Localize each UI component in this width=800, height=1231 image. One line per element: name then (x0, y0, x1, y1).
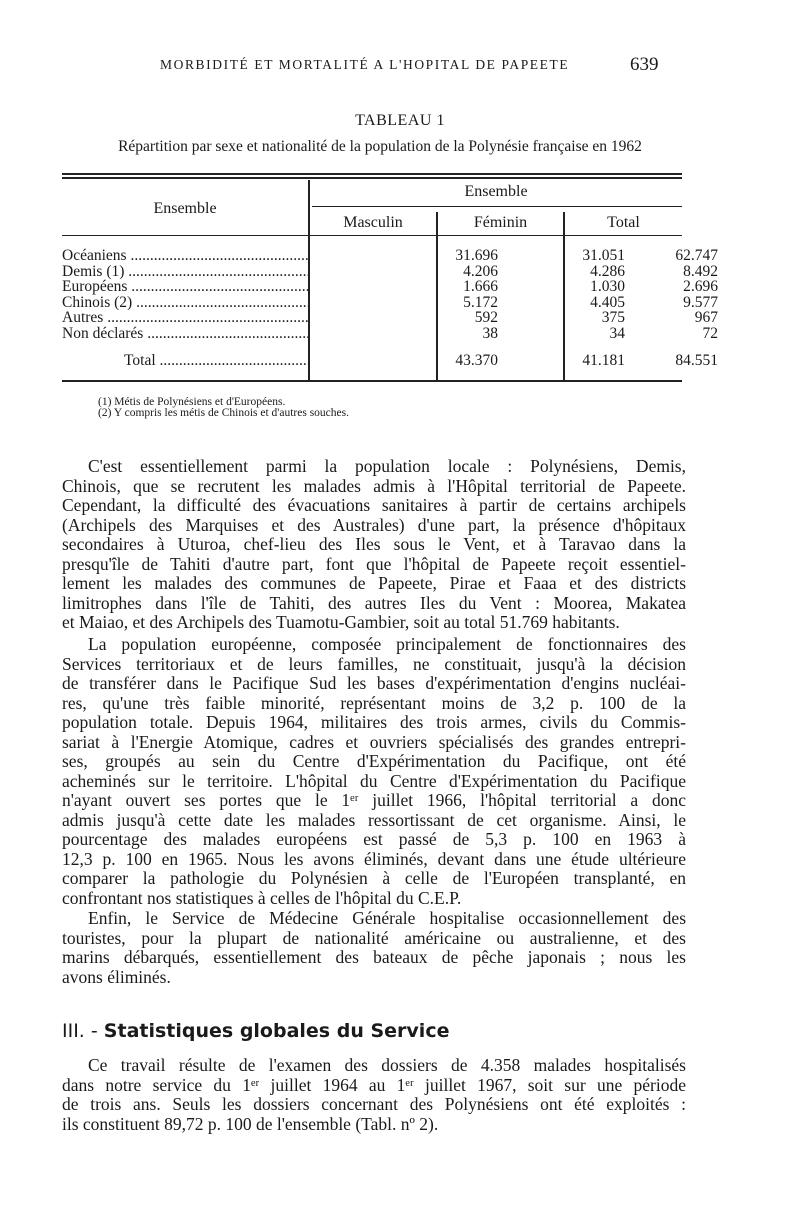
row-label-text: Océaniens ..... (62, 248, 308, 264)
cell-masculin: 38 (482, 324, 498, 342)
text-line: touristes, pour la plupart de nationalité américaine ou australienne, et des (62, 927, 686, 948)
text-line: de transférer dans le Pacifique Sud les bases d'expérimentation d'engins nucléai- (62, 673, 686, 693)
row-header: Ensemble (153, 200, 217, 217)
col-header-total: Total (607, 214, 640, 231)
row-label (62, 248, 308, 264)
table-row (62, 326, 742, 342)
row-label (62, 279, 308, 295)
section-number: III. - (62, 1020, 98, 1042)
cell-feminin: 41.181 (582, 352, 625, 370)
text-line: Ce travail résulte de l'examen des dossiers de 4.358 malades hospitalisés (88, 1055, 686, 1075)
cell-feminin: 34 (609, 324, 625, 342)
text-line: n'ayant ouvert ses portes que le 1ᵉʳ juillet 1966, l'hôpital territorial a donc (62, 790, 686, 810)
row-label (62, 310, 308, 326)
paragraph (62, 909, 686, 987)
text-line: secondaires à Uturoa, chef-lieu des Iles sous le Vent, et à Taravao dans la (62, 534, 686, 554)
cell-feminin: 1.030 (590, 278, 625, 295)
header-bottom-rule (62, 235, 682, 236)
paragraph (62, 1056, 686, 1134)
cell-masculin: 1.666 (463, 278, 498, 295)
table-row (62, 295, 742, 311)
cell-masculin: 31.696 (455, 247, 498, 264)
row-label (62, 341, 308, 381)
footnote: (1) Métis de Polynésiens et d'Européens. (98, 396, 286, 408)
cell-total: 72 (702, 324, 718, 342)
table-row (62, 279, 742, 295)
text-line: Chinois, que se recrutent les malades admis à l'Hôpital territorial de Papeete. (62, 475, 686, 496)
running-head: MORBIDITÉ ET MORTALITÉ A L'HOPITAL DE PAPEETE (160, 57, 570, 72)
table-top-rule-2 (62, 177, 682, 179)
paragraph (62, 457, 686, 633)
row-label-text: Européens ..... (62, 279, 308, 295)
section-heading (62, 1020, 449, 1042)
row-label-text: Demis (1) ..... (62, 264, 308, 280)
cell-feminin: 375 (601, 309, 625, 326)
cell-masculin: 592 (474, 309, 498, 326)
row-label-text: Total ..... (124, 352, 308, 369)
text-line: pourcentage des malades européens est passé de 5,3 p. 100 en 1963 à (62, 829, 686, 849)
cell-feminin: 4.405 (590, 293, 625, 311)
table-row (62, 264, 742, 280)
table-caption: Répartition par sexe et nationalité de la population de la Polynésie française en 1962 (118, 138, 642, 155)
col-header-masculin: Masculin (343, 214, 403, 231)
row-label (62, 264, 308, 280)
cell-total: 84.551 (675, 352, 718, 370)
text-line: ses, groupés au sein du Centre d'Expérimentation du Pacifique, ont été (62, 751, 686, 771)
row-label-text: Non déclarés ..... (62, 326, 308, 342)
text-line: limitrophes dans l'île de Tahiti, des autres Iles du Vent : Moorea, Makatea (62, 592, 686, 613)
row-label (62, 295, 308, 311)
cell-total: 9.577 (683, 293, 718, 311)
cell-feminin: 31.051 (582, 247, 625, 264)
text-line: Enfin, le Service de Médecine Générale hospitalise occasionnellement des (88, 908, 686, 928)
cell-total: 967 (694, 309, 718, 326)
text-line: avons éliminés. (62, 966, 171, 987)
text-line: dans notre service du 1ᵉʳ juillet 1964 au 1ᵉʳ juillet 1967, soit sur une période (62, 1074, 686, 1095)
footnote: (2) Y compris les métis de Chinois et d'autres souches. (98, 407, 349, 419)
row-label (62, 326, 308, 342)
group-header-rule (312, 206, 682, 207)
text-line: Services territoriaux et de leurs familles, ne constituait, jusqu'à la décision (62, 653, 686, 674)
text-line: presqu'île de Tahiti d'autre part, font que l'hôpital de Papeete reçoit essentiel- (62, 553, 686, 574)
paragraph (62, 635, 686, 908)
text-line: confrontant nos statistiques à celles de l'hôpital du C.E.P. (62, 887, 462, 908)
table-top-rule (62, 173, 682, 175)
text-line: admis jusqu'à cette date les malades ressortissant de cet organisme. Ainsi, le (62, 809, 686, 830)
cell-masculin: 4.206 (463, 262, 498, 280)
text-line: lement les malades des communes de Papeete, Pirae et Faaa et des districts (62, 573, 686, 593)
text-line: C'est essentiellement parmi la population locale : Polynésiens, Demis, (88, 456, 686, 476)
total-row (62, 341, 742, 381)
text-line: de trois ans. Seuls les dossiers concernant des Polynésiens ont été exploités : (62, 1094, 686, 1114)
page-number: 639 (630, 54, 659, 75)
text-line: 12,3 p. 100 en 1965. Nous les avons éliminés, devant dans une étude ultérieure (62, 848, 686, 869)
text-line: marins débarqués, essentiellement des bateaux de pêche japonais ; nous les (62, 947, 686, 967)
table-row (62, 248, 742, 264)
table-title: TABLEAU 1 (355, 112, 445, 129)
text-line: La population européenne, composée principalement de fonctionnaires des (88, 634, 686, 654)
cell-total: 2.696 (683, 278, 718, 295)
text-line: population totale. Depuis 1964, militaires des trois armes, civils du Commis- (62, 712, 686, 732)
row-label-text: Autres ..... (62, 310, 308, 326)
cell-total: 62.747 (675, 247, 718, 264)
group-header: Ensemble (464, 183, 528, 200)
cell-feminin: 4.286 (590, 262, 625, 280)
cell-total: 8.492 (683, 262, 718, 280)
col-header-feminin: Féminin (473, 214, 528, 231)
section-title: Statistiques globales du Service (103, 1020, 450, 1042)
text-line: ils constituent 89,72 p. 100 de l'ensemble (Tabl. nº 2). (62, 1113, 439, 1134)
text-line: sariat à l'Energie Atomique, cadres et ouvriers spécialisés des grandes entrepri- (62, 731, 686, 752)
text-line: res, qu'une très faible minorité, représentant moins de 3,2 p. 100 de la (62, 692, 686, 713)
text-line: Cependant, la difficulté des évacuations sanitaires à partir de certains archipels (62, 495, 686, 515)
text-line: (Archipels des Marquises et des Australes) d'une part, la présence d'hôpitaux (62, 514, 686, 535)
text-line: comparer la pathologie du Polynésien à celle de l'Européen transplanté, en (62, 868, 686, 888)
text-line: et Maiao, et des Archipels des Tuamotu-Gambier, soit au total 51.769 habitants. (62, 612, 620, 632)
population-table (62, 248, 742, 381)
cell-masculin: 43.370 (455, 352, 498, 370)
text-line: acheminés sur le territoire. L'hôpital du Centre d'Expérimentation du Pacifique (62, 770, 686, 791)
table-row (62, 310, 742, 326)
cell-masculin: 5.172 (463, 293, 498, 311)
row-label-text: Chinois (2) ..... (62, 295, 308, 311)
footnotes (98, 397, 349, 419)
